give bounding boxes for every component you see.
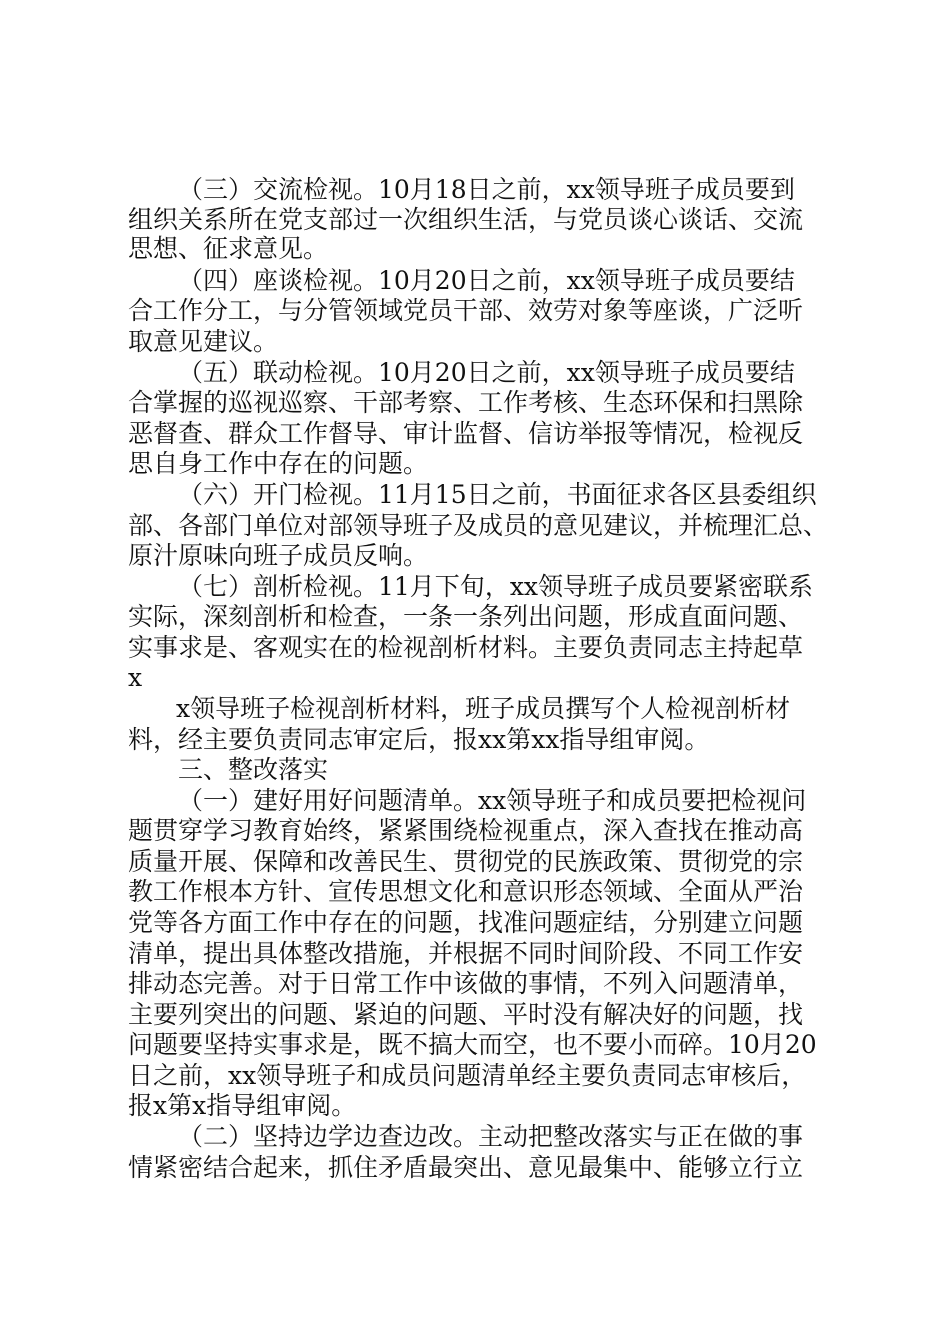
paragraph-line: 部、各部门单位对部领导班子及成员的意见建议，并梳理汇总、 bbox=[128, 511, 829, 540]
paragraph-line: （一）建好用好问题清单。xx领导班子和成员要把检视问 bbox=[178, 786, 807, 815]
paragraph-line: （三）交流检视。10月18日之前，xx领导班子成员要到 bbox=[178, 175, 795, 204]
paragraph-line: （七）剖析检视。11月下旬，xx领导班子成员要紧密联系 bbox=[178, 572, 814, 601]
paragraph-line: 报x第x指导组审阅。 bbox=[128, 1091, 357, 1120]
paragraph-line: 清单，提出具体整改措施，并根据不同时间阶段、不同工作安 bbox=[128, 939, 804, 968]
paragraph-line: 思自身工作中存在的问题。 bbox=[128, 449, 429, 478]
paragraph-line: 党等各方面工作中存在的问题，找准问题症结，分别建立问题 bbox=[128, 908, 804, 937]
paragraph-line: （四）座谈检视。10月20日之前，xx领导班子成员要结 bbox=[178, 266, 795, 295]
paragraph-line: 教工作根本方针、宣传思想文化和意识形态领域、全面从严治 bbox=[128, 877, 804, 906]
paragraph-line: 恶督查、群众工作督导、审计监督、信访举报等情况，检视反 bbox=[128, 419, 804, 448]
paragraph-line: （六）开门检视。11月15日之前，书面征求各区县委组织 bbox=[178, 480, 817, 509]
paragraph-line: 质量开展、保障和改善民生、贯彻党的民族政策、贯彻党的宗 bbox=[128, 847, 804, 876]
paragraph-line: （二）坚持边学边查边改。主动把整改落实与正在做的事 bbox=[178, 1122, 804, 1151]
paragraph-line: 合掌握的巡视巡察、干部考察、工作考核、生态环保和扫黑除 bbox=[128, 388, 804, 417]
paragraph-line: x领导班子检视剖析材料，班子成员撰写个人检视剖析材 bbox=[176, 694, 791, 723]
section-heading: 三、整改落实 bbox=[178, 755, 329, 784]
paragraph-line: 实际，深刻剖析和检查，一条一条列出问题，形成直面问题、 bbox=[128, 602, 804, 631]
paragraph-line: 题贯穿学习教育始终，紧紧围绕检视重点，深入查找在推动高 bbox=[128, 816, 804, 845]
paragraph-line: 组织关系所在党支部过一次组织生活，与党员谈心谈话、交流 bbox=[128, 205, 804, 234]
paragraph-line: 合工作分工，与分管领域党员干部、效劳对象等座谈，广泛听 bbox=[128, 296, 804, 325]
paragraph-line: x bbox=[128, 663, 143, 692]
paragraph-line: 思想、征求意见。 bbox=[128, 234, 329, 263]
paragraph-line: 取意见建议。 bbox=[128, 327, 279, 356]
paragraph-line: 料，经主要负责同志审定后，报xx第xx指导组审阅。 bbox=[128, 725, 710, 754]
paragraph-line: （五）联动检视。10月20日之前，xx领导班子成员要结 bbox=[178, 358, 795, 387]
paragraph-line: 实事求是、客观实在的检视剖析材料。主要负责同志主持起草 bbox=[128, 633, 804, 662]
paragraph-line: 排动态完善。对于日常工作中该做的事情，不列入问题清单， bbox=[128, 969, 804, 998]
paragraph-line: 日之前，xx领导班子和成员问题清单经主要负责同志审核后， bbox=[128, 1061, 807, 1090]
paragraph-line: 原汁原味向班子成员反响。 bbox=[128, 541, 429, 570]
paragraph-line: 情紧密结合起来，抓住矛盾最突出、意见最集中、能够立行立 bbox=[128, 1153, 804, 1182]
paragraph-line: 主要列突出的问题、紧迫的问题、平时没有解决好的问题，找 bbox=[128, 1000, 804, 1029]
paragraph-line: 问题要坚持实事求是，既不搞大而空，也不要小而碎。10月20 bbox=[128, 1030, 817, 1059]
